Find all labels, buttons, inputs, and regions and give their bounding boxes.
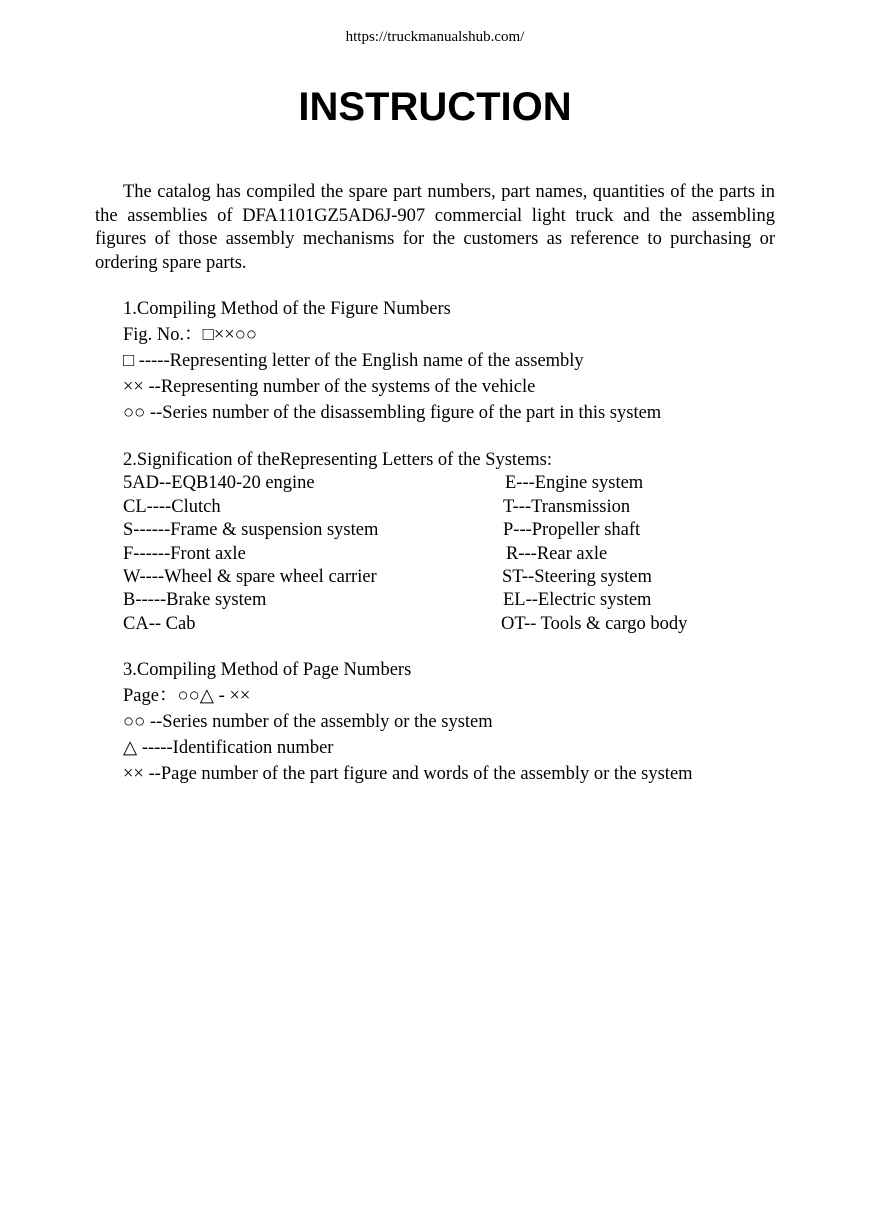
system-letter-right: T---Transmission	[503, 496, 631, 517]
system-letter-row	[123, 472, 823, 495]
system-letter-right: EL--Electric system	[503, 590, 652, 611]
page-number-legend-line: △ -----Identification number	[123, 738, 334, 758]
system-letter-row	[123, 519, 823, 542]
page-number-legend-line: ×× --Page number of the part figure and words of the assembly or the system	[123, 764, 693, 784]
system-letter-left: S------Frame & suspension system	[123, 520, 379, 541]
figure-number-format: Fig. No.：□××○○	[123, 325, 258, 345]
figure-number-legend-line: ×× --Representing number of the systems of the vehicle	[123, 377, 536, 397]
system-letter-row	[123, 543, 823, 566]
system-letter-left: F------Front axle	[123, 543, 246, 564]
section-heading: 3.Compiling Method of Page Numbers	[123, 660, 412, 680]
figure-number-legend-line: ○○ --Series number of the disassembling figure of the part in this system	[123, 403, 662, 423]
section-figure-numbers	[123, 296, 823, 426]
page-title: INSTRUCTION	[298, 85, 572, 129]
system-letter-row	[123, 566, 823, 589]
system-letter-right: E---Engine system	[505, 473, 644, 494]
system-letter-left: CL----Clutch	[123, 496, 221, 517]
system-letter-right: R---Rear axle	[506, 543, 608, 564]
system-letter-row	[123, 496, 823, 519]
page-number-legend-line: ○○ --Series number of the assembly or the system	[123, 712, 493, 732]
section-heading: 2.Signification of theRepresenting Letters of the Systems:	[123, 450, 553, 470]
header-url: https://truckmanualshub.com/	[345, 29, 525, 45]
system-letter-row	[123, 589, 823, 612]
intro-paragraph: The catalog has compiled the spare part numbers, part names, quantities of the parts in the assemblies of DFA1101GZ5AD6J-907 commercial light truck and the assembling figures of those assembly mechanisms for the customers as reference to purchasing or ordering spare parts.	[95, 182, 775, 273]
section-system-letters	[123, 449, 823, 636]
system-letter-left: W----Wheel & spare wheel carrier	[123, 566, 377, 587]
page-number-format: Page：○○△ - ××	[123, 686, 251, 706]
system-letter-right: P---Propeller shaft	[503, 520, 641, 541]
system-letter-right: ST--Steering system	[502, 566, 652, 587]
section-heading: 1.Compiling Method of the Figure Numbers	[123, 299, 451, 319]
section-page-numbers	[123, 657, 823, 787]
system-letter-left: 5AD--EQB140-20 engine	[123, 473, 315, 494]
system-letter-left: CA-- Cab	[123, 613, 196, 634]
system-letter-row	[123, 613, 823, 636]
system-letter-right: OT-- Tools & cargo body	[501, 613, 688, 634]
system-letter-left: B-----Brake system	[123, 590, 267, 611]
figure-number-legend-line: □ -----Representing letter of the English name of the assembly	[123, 351, 584, 371]
